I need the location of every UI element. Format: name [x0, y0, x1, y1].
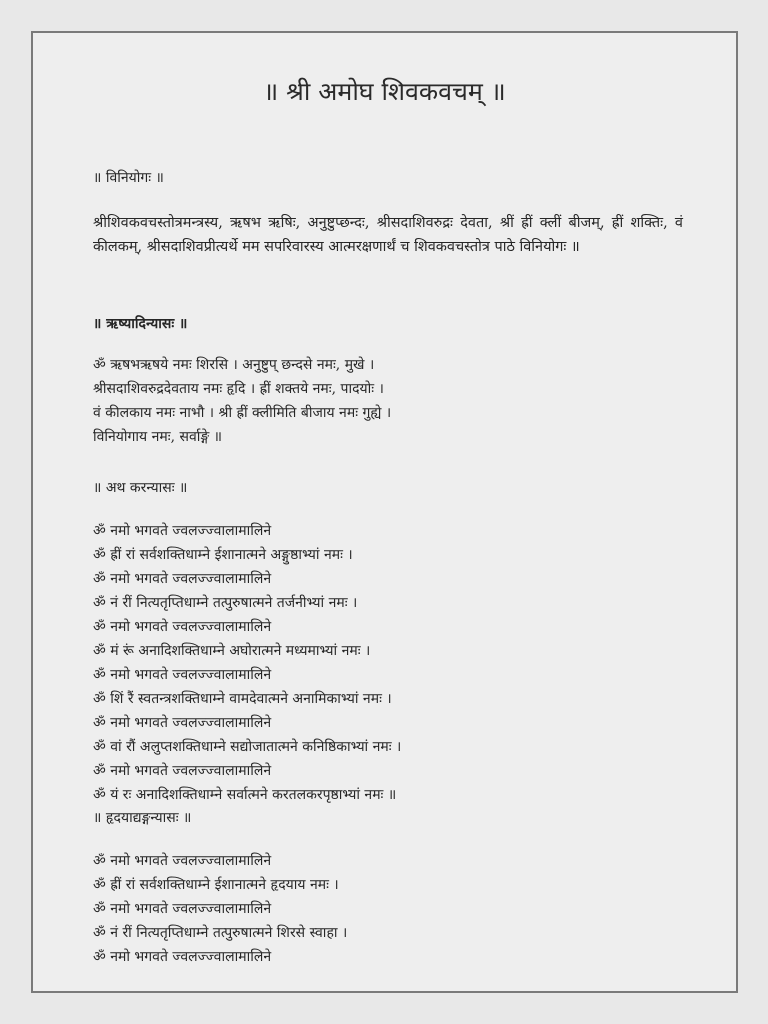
- mantra-line: ॐ नमो भगवते ज्वलज्ज्वालामालिने: [93, 763, 272, 779]
- karanyasa-lines: [93, 519, 401, 807]
- mantra-line: ॐ नमो भगवते ज्वलज्ज्वालामालिने: [93, 523, 272, 539]
- hridayadi-heading: ॥ हृदयाद्यङ्गन्यासः ॥: [93, 810, 192, 826]
- mantra-line: ॐ नमो भगवते ज्वलज्ज्वालामालिने: [93, 901, 272, 917]
- mantra-line: ॐ मं रूं अनादिशक्तिधाम्ने अघोरात्मने मध्यमाभ्यां नमः ।: [93, 643, 371, 659]
- mantra-line: श्रीसदाशिवरुद्रदेवताय नमः हृदि । ह्रीं शक्तये नमः, पादयोः ।: [93, 381, 384, 397]
- mantra-line: ॐ नमो भगवते ज्वलज्ज्वालामालिने: [93, 949, 272, 965]
- mantra-line: ॐ ऋषभऋषये नमः शिरसि । अनुष्टुप् छन्दसे नमः, मुखे ।: [93, 357, 375, 373]
- document-title: ॥ श्री अमोघ शिवकवचम् ॥: [263, 77, 506, 106]
- mantra-line: ॐ नं रीं नित्यतृप्तिधाम्ने तत्पुरुषात्मने तर्जनीभ्यां नमः ।: [93, 595, 358, 611]
- mantra-line: ॐ यं रः अनादिशक्तिधाम्ने सर्वात्मने करतलकरपृष्ठाभ्यां नमः ॥: [93, 787, 397, 803]
- rishyadinyasa-lines: [93, 353, 391, 449]
- mantra-line: ॐ ह्रीं रां सर्वशक्तिधाम्ने ईशानात्मने हृदयाय नमः ।: [93, 877, 339, 893]
- mantra-line: ॐ ह्रीं रां सर्वशक्तिधाम्ने ईशानात्मने अङ्गुष्ठाभ्यां नमः ।: [93, 547, 353, 563]
- viniyoga-heading: ॥ विनियोगः ॥: [93, 170, 164, 186]
- mantra-line: ॐ नं रीं नित्यतृप्तिधाम्ने तत्पुरुषात्मने शिरसे स्वाहा ।: [93, 925, 348, 941]
- mantra-line: ॐ नमो भगवते ज्वलज्ज्वालामालिने: [93, 619, 272, 635]
- mantra-line: ॐ नमो भगवते ज्वलज्ज्वालामालिने: [93, 715, 272, 731]
- rishyadinyasa-heading: ॥ ऋष्यादिन्यासः ॥: [93, 316, 188, 332]
- document-page: [31, 31, 738, 993]
- mantra-line: ॐ नमो भगवते ज्वलज्ज्वालामालिने: [93, 667, 272, 683]
- mantra-line: विनियोगाय नमः, सर्वाङ्गे ॥: [93, 429, 223, 445]
- mantra-line: ॐ नमो भगवते ज्वलज्ज्वालामालिने: [93, 853, 272, 869]
- mantra-line: ॐ वां रौं अलुप्तशक्तिधाम्ने सद्योजातात्मने कनिष्ठिकाभ्यां नमः ।: [93, 739, 402, 755]
- mantra-line: ॐ नमो भगवते ज्वलज्ज्वालामालिने: [93, 571, 272, 587]
- viniyoga-paragraph: श्रीशिवकवचस्तोत्रमन्त्रस्य, ऋषभ ऋषिः, अनुष्टुप्छन्दः, श्रीसदाशिवरुद्रः देवता, श्रीं ह्रीं क्लीं बीजम्, ह्रीं शक्तिः, वं कीलकम्, श्रीसदाशिवप्रीत्यर्थे मम सपरिवारस्य आत्मरक्षणार्थं च शिवकवचस्तोत्र पाठे विनियोगः ॥: [93, 215, 683, 255]
- karanyasa-heading: ॥ अथ करन्यासः ॥: [93, 480, 188, 496]
- mantra-line: वं कीलकाय नमः नाभौ । श्री ह्रीं क्लीमिति बीजाय नमः गुह्ये ।: [93, 405, 392, 421]
- hridayadi-lines: [93, 849, 347, 969]
- mantra-line: ॐ शिं रैं स्वतन्त्रशक्तिधाम्ने वामदेवात्मने अनामिकाभ्यां नमः ।: [93, 691, 392, 707]
